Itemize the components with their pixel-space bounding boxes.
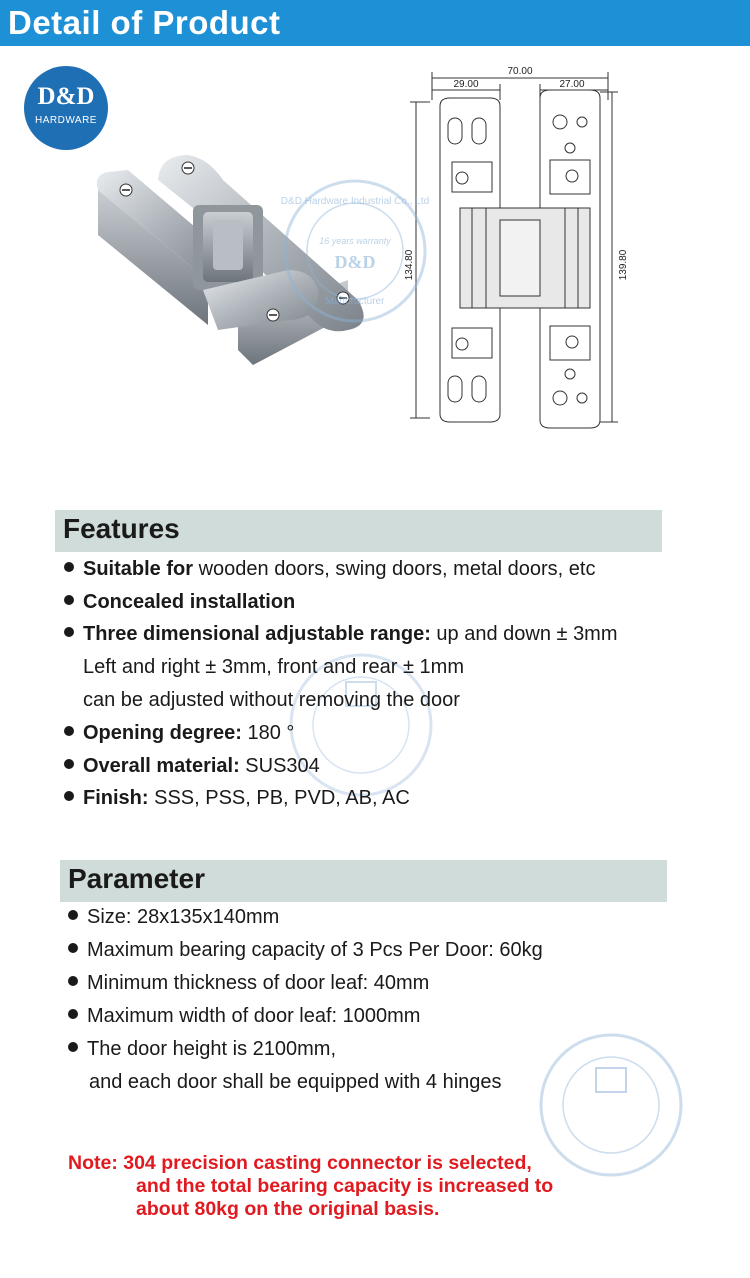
bullet-icon [68,1009,78,1019]
watermark-ring-text: D&D Hardware Industrial Co., Ltd [280,196,430,207]
list-item: Minimum thickness of door leaf: 40mm [68,972,429,995]
dim-total-width: 70.00 [507,66,533,77]
note-line: and the total bearing capacity is increased to [136,1175,554,1197]
list-item: Opening degree: 180 ° [64,722,294,745]
note-line: about 80kg on the original basis. [136,1198,440,1220]
list-item: The door height is 2100mm, [68,1038,336,1061]
list-item: Suitable for wooden doors, swing doors, metal doors, etc [64,558,595,581]
logo-subtitle: HARDWARE [35,115,97,126]
bullet-icon [68,943,78,953]
list-item: Maximum bearing capacity of 3 Pcs Per Door: 60kg [68,939,543,962]
dim-left-width: 29.00 [453,79,479,90]
note-line: Note: 304 precision casting connector is selected, [68,1152,532,1174]
logo-name: D&D [37,83,95,110]
page-title: Detail of Product [8,4,281,41]
list-item: Overall material: SUS304 [64,755,320,778]
list-item-continuation: Left and right ± 3mm, front and rear ± 1mm [83,656,464,678]
features-header [55,510,662,552]
bullet-icon [64,562,74,572]
watermark-maker: Manufacturer [325,296,385,307]
bullet-icon [64,759,74,769]
bullet-icon [64,791,74,801]
list-item: Three dimensional adjustable range: up and down ± 3mm [64,623,618,646]
list-item: Size: 28x135x140mm [68,906,279,929]
parameter-header [60,860,667,902]
parameter-title: Parameter [68,863,205,894]
list-item: Concealed installation [64,591,295,614]
brand-logo [24,66,108,150]
bullet-icon [68,1042,78,1052]
list-item: Finish: SSS, PSS, PB, PVD, AB, AC [64,787,410,810]
bullet-icon [68,910,78,920]
list-item: Maximum width of door leaf: 1000mm [68,1005,420,1028]
dim-right-width: 27.00 [559,79,585,90]
dim-right-height: 139.80 [618,249,629,281]
list-item-continuation: and each door shall be equipped with 4 hinges [89,1071,502,1093]
features-title: Features [63,513,180,544]
watermark-stamp [536,1030,686,1180]
bullet-icon [64,595,74,605]
technical-drawing [400,60,640,430]
bullet-icon [64,627,74,637]
note-block [68,1152,553,1221]
list-item-continuation: can be adjusted without removing the door [83,689,460,711]
bullet-icon [68,976,78,986]
dim-left-height: 134.80 [404,249,415,281]
hinge-photo [88,150,378,380]
header-bar [0,0,750,46]
watermark-brand: D&D [334,252,376,272]
bullet-icon [64,726,74,736]
watermark-warranty: 16 years warranty [319,236,391,246]
